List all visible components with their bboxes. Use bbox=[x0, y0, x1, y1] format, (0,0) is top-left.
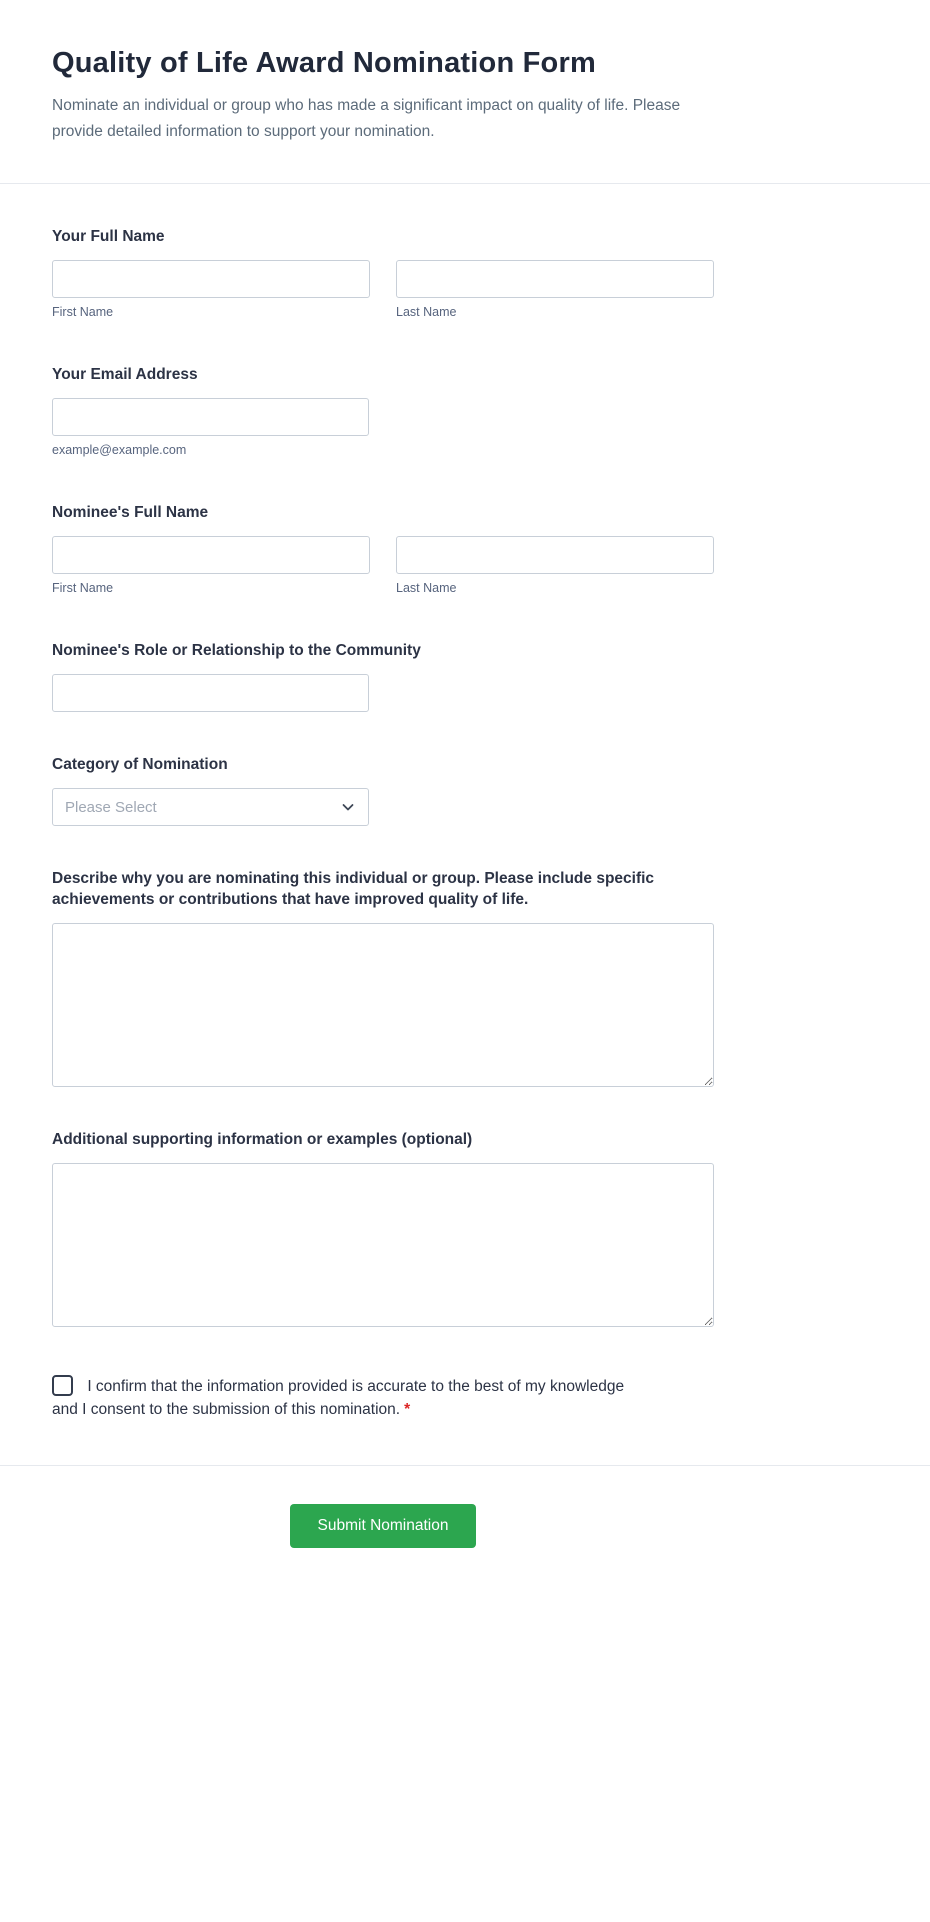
field-additional bbox=[52, 1129, 714, 1327]
nominee-first-name-sublabel: First Name bbox=[52, 581, 114, 595]
your-first-name-input[interactable] bbox=[52, 260, 370, 298]
form-body bbox=[0, 184, 930, 1421]
category-select[interactable] bbox=[52, 788, 369, 826]
field-category bbox=[52, 754, 714, 826]
additional-textarea[interactable] bbox=[52, 1163, 714, 1327]
page-subtitle: Nominate an individual or group who has made a significant impact on quality of life. Please provide detailed information to support your nomination. bbox=[52, 97, 681, 140]
your-last-name-input[interactable] bbox=[396, 260, 714, 298]
consent-checkbox[interactable] bbox=[52, 1375, 73, 1396]
nominee-role-label: Nominee's Role or Relationship to the Community bbox=[52, 642, 421, 659]
consent-row bbox=[52, 1375, 652, 1421]
field-email bbox=[52, 364, 714, 458]
your-first-name-sublabel: First Name bbox=[52, 305, 114, 319]
field-your-full-name bbox=[52, 226, 714, 320]
category-select-value: Please Select bbox=[65, 798, 157, 816]
reason-textarea[interactable] bbox=[52, 923, 714, 1087]
required-asterisk: * bbox=[404, 1401, 411, 1418]
reason-label: Describe why you are nominating this individual or group. Please include specific achievements or contributions that have improved quality of life. bbox=[52, 870, 655, 908]
submit-area bbox=[0, 1466, 930, 1548]
consent-label: I confirm that the information provided is accurate to the best of my knowledge and I consent to the submission of this nomination. bbox=[52, 1378, 625, 1418]
form-header bbox=[0, 0, 930, 145]
nominee-last-name-input[interactable] bbox=[396, 536, 714, 574]
email-input[interactable] bbox=[52, 398, 369, 436]
your-full-name-label: Your Full Name bbox=[52, 228, 165, 245]
field-nominee-full-name bbox=[52, 502, 714, 596]
nominee-role-input[interactable] bbox=[52, 674, 369, 712]
nominee-first-name-input[interactable] bbox=[52, 536, 370, 574]
email-label: Your Email Address bbox=[52, 366, 198, 383]
nominee-last-name-sublabel: Last Name bbox=[396, 581, 457, 595]
page-title: Quality of Life Award Nomination Form bbox=[52, 47, 596, 79]
field-nominee-role bbox=[52, 640, 714, 712]
submit-button[interactable]: Submit Nomination bbox=[290, 1504, 476, 1548]
nominee-full-name-label: Nominee's Full Name bbox=[52, 504, 209, 521]
field-reason bbox=[52, 868, 714, 1087]
category-label: Category of Nomination bbox=[52, 756, 228, 773]
your-last-name-sublabel: Last Name bbox=[396, 305, 457, 319]
email-sublabel: example@example.com bbox=[52, 443, 187, 457]
additional-label: Additional supporting information or examples (optional) bbox=[52, 1131, 473, 1148]
chevron-down-icon bbox=[340, 799, 356, 815]
